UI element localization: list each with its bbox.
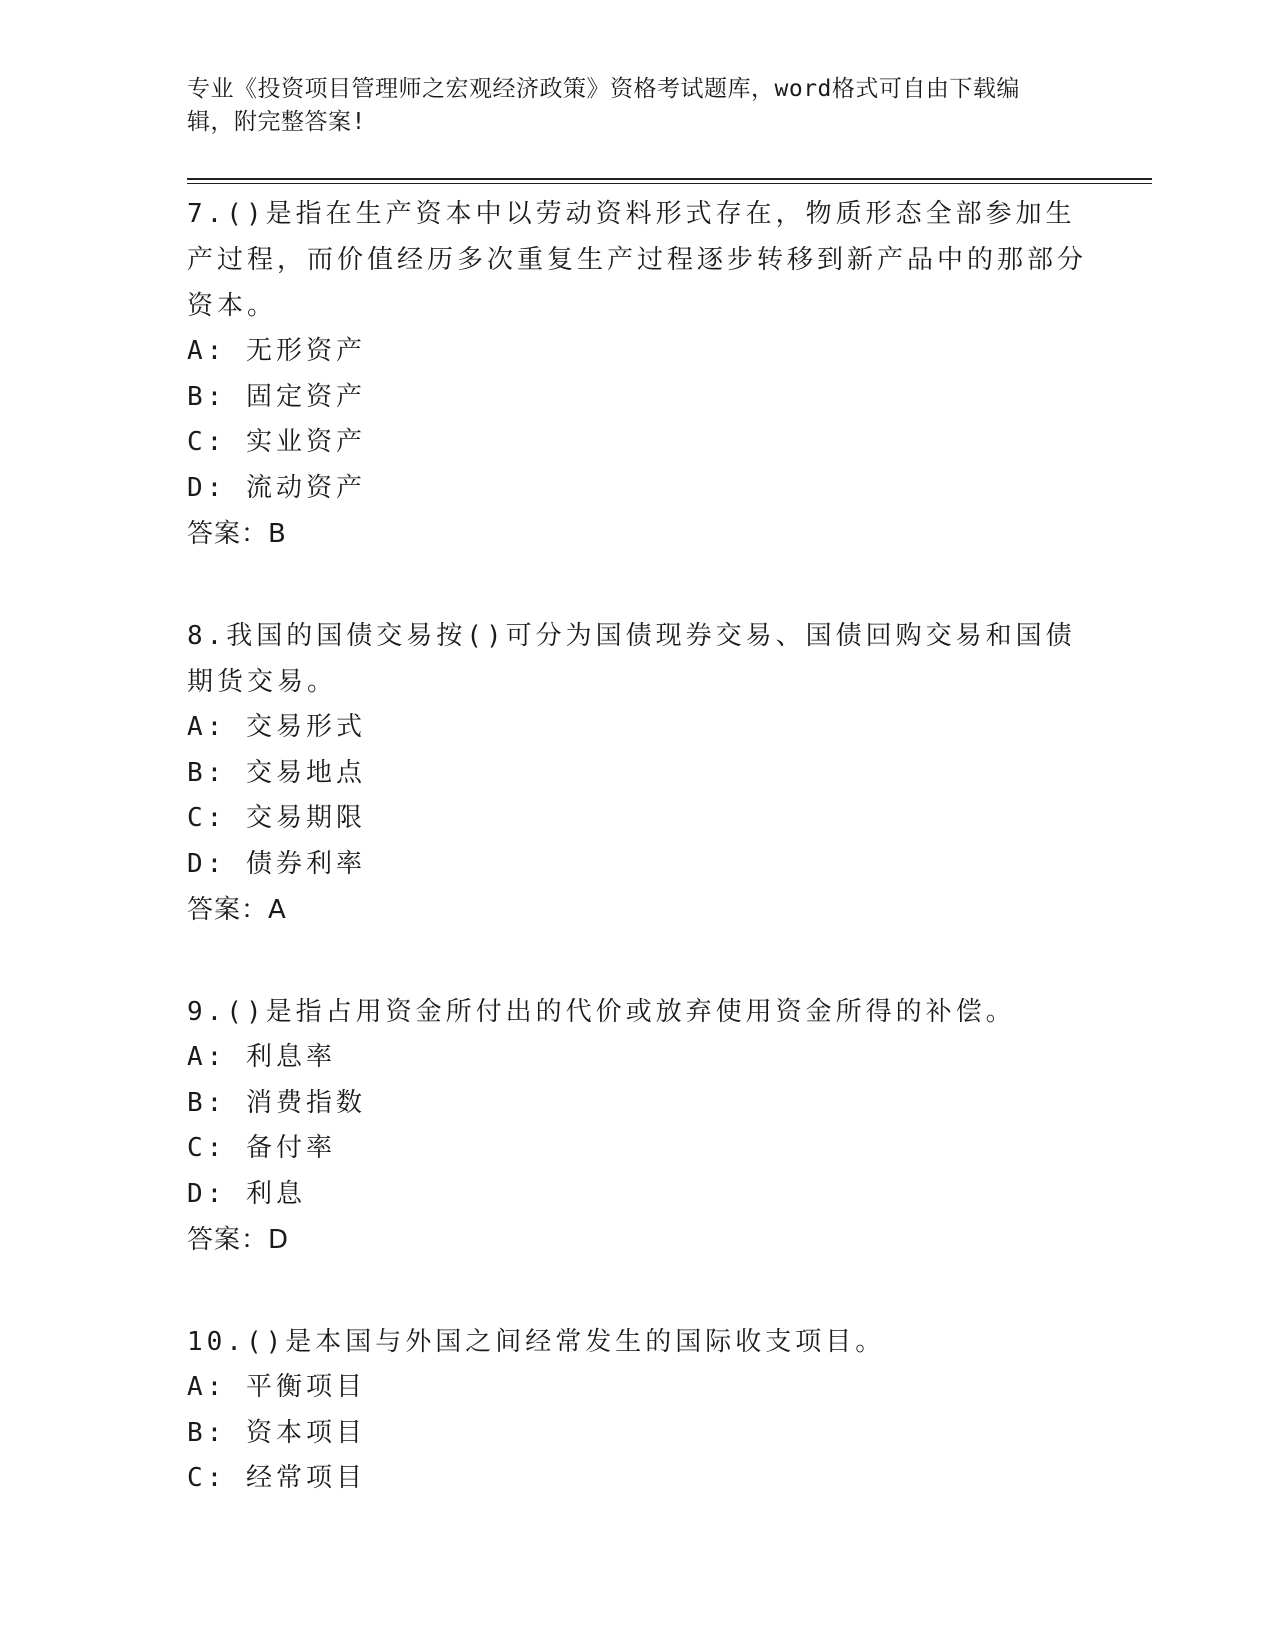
option-a: A: 交易形式 <box>187 712 366 742</box>
header-line-1: 专业《投资项目管理师之宏观经济政策》资格考试题库，word格式可自由下载编 <box>187 76 1020 102</box>
option-a: A: 平衡项目 <box>187 1372 366 1402</box>
answer-text: 答案：D <box>187 1225 290 1255</box>
question-stem: 8.我国的国债交易按()可分为国债现券交易、国债回购交易和国债期货交易。 <box>187 621 1076 697</box>
option-a: A: 利息率 <box>187 1042 336 1072</box>
option-c: C: 实业资产 <box>187 427 366 457</box>
option-c: C: 经常项目 <box>187 1463 366 1493</box>
document-header <box>187 73 1067 139</box>
question-stem: 9.()是指占用资金所付出的代价或放弃使用资金所得的补偿。 <box>187 997 1016 1027</box>
answer-text: 答案：A <box>187 895 287 925</box>
question-stem: 7.()是指在生产资本中以劳动资料形式存在，物质形态全部参加生产过程，而价值经历多次重复生产过程逐步转移到新产品中的那部分资本。 <box>187 199 1088 321</box>
option-b: B: 资本项目 <box>187 1417 366 1448</box>
option-d: D: 流动资产 <box>187 472 366 503</box>
option-c: C: 交易期限 <box>187 803 366 833</box>
header-divider-thin <box>187 183 1152 184</box>
question-9 <box>187 989 1087 1263</box>
option-b: B: 消费指数 <box>187 1087 366 1118</box>
header-divider-thick <box>187 178 1152 180</box>
option-d: D: 债券利率 <box>187 848 366 879</box>
option-b: B: 交易地点 <box>187 757 366 788</box>
question-10 <box>187 1319 1087 1502</box>
question-7 <box>187 191 1087 557</box>
option-d: D: 利息 <box>187 1178 306 1209</box>
question-list <box>187 191 1087 1558</box>
header-line-2: 辑，附完整答案! <box>187 109 366 135</box>
question-8 <box>187 613 1087 933</box>
option-b: B: 固定资产 <box>187 381 366 412</box>
option-a: A: 无形资产 <box>187 336 366 366</box>
option-c: C: 备付率 <box>187 1133 336 1163</box>
answer-text: 答案：B <box>187 519 287 549</box>
question-stem: 10.()是本国与外国之间经常发生的国际收支项目。 <box>187 1327 886 1357</box>
